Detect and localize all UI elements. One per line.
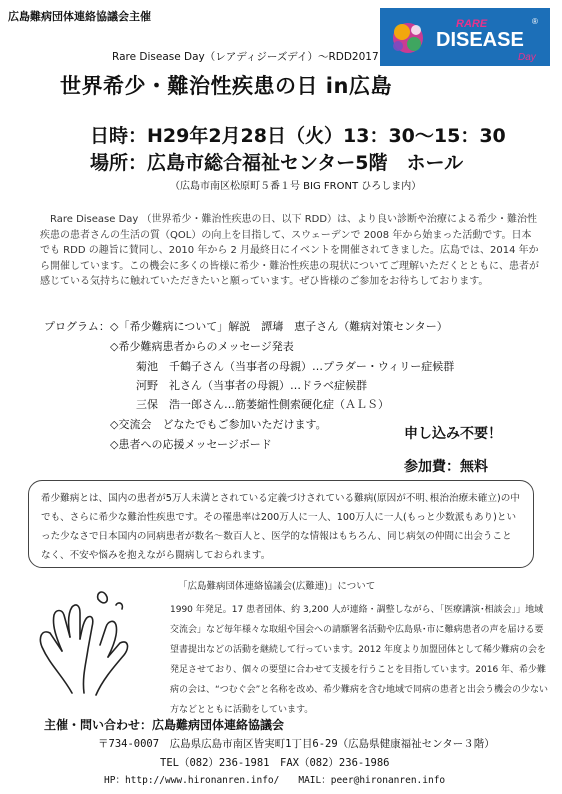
fee-notice: 参加費：無料 — [404, 459, 488, 475]
speaker-item: 菊池 千鶴子さん（当事者の母親）…プラダー・ウィリー症候群 — [136, 360, 455, 373]
event-venue: 場所：広島市総合福祉センター5階 ホール — [90, 152, 464, 174]
association-about-title: 「広島難病団体連絡協議会(広難連)」について — [178, 581, 376, 592]
event-datetime: 日時：H29年2月28日（火）13：30〜15：30 — [90, 125, 506, 147]
rare-disease-info-box: 希少難病とは、国内の患者が5万人未満とされている定義づけされている難病(原因が不明､根治治療未確立)の中でも、さらに希少な難治性疾患です。その罹患率は200万人に一人、100万人に一人(もっと少数派もあり)といった少なさで日本国内の同病患者が数名〜数百人と、医学的な情報はもちろん、同じ病気の仲間に出会うことなく、不安や悩みを抱えながら闘病しておられます。 — [28, 480, 534, 568]
svg-text:DISEASE: DISEASE — [436, 29, 524, 51]
speaker-item: 三保 浩一郎さん…筋萎縮性側索硬化症（ＡＬＳ） — [136, 398, 389, 411]
speaker-item: 河野 礼さん（当事者の母親）…ドラベ症候群 — [136, 379, 367, 392]
program-item: ◇「希少難病について」解説 譚璹 恵子さん（難病対策センター） — [110, 320, 448, 333]
hands-illustration-icon — [32, 585, 140, 707]
venue-address: （広島市南区松原町５番１号 BIG FRONT ひろしま内） — [170, 181, 422, 192]
organizer-text: 広島難病団体連絡協議会主催 — [8, 10, 151, 23]
hands-burst-icon — [393, 23, 423, 53]
svg-text:®: ® — [532, 17, 538, 26]
contact-web-mail[interactable]: HP：http://www.hironanren.info/ MAIL：peer@hironanren.info — [104, 775, 446, 786]
event-subtitle: Rare Disease Day（レアディジーズデイ）〜RDD2017 — [112, 51, 379, 63]
page-title: 世界希少・難治性疾患の日 in広島 — [60, 74, 392, 98]
svg-text:Day: Day — [518, 52, 536, 63]
contact-phone-fax: TEL（082）236-1981 FAX（082）236-1986 — [160, 757, 390, 769]
program-label: プログラム： — [44, 320, 110, 333]
svg-text:RARE: RARE — [456, 18, 488, 30]
program-item: ◇患者への応援メッセージボード — [110, 438, 272, 451]
intro-paragraph: Rare Disease Day （世界希少・難治性疾患の日、以下 RDD）は、より良い診断や治療による希少・難治性疾患の患者さんの生活の質（QOL）の向上を目指して、スウェーデンで 2008 年から始まった活動です。日本でも RDD の趣旨に賛同し、2010 年から 2 月最終日にイベントを開催されてきました。広島では、2014 年から開催しています。この機会に多くの皆様に希少・難治性疾患の現状についてご理解いただくとともに、患者が感じている気持ちに触れていただきたいと願っています。ぜひ皆様のご参加をお待ちしております。 — [40, 214, 539, 288]
no-application-notice: 申し込み不要！ — [404, 426, 502, 442]
program-item: ◇交流会 どなたでもご参加いただけます。 — [110, 418, 327, 431]
program-item: ◇希少難病患者からのメッセージ発表 — [110, 340, 294, 353]
contact-address: 〒734-0007 広島県広島市南区皆実町1丁目6-29（広島県健康福祉センター３階） — [98, 738, 495, 750]
association-about-body: 1990 年発足。17 患者団体、約 3,200 人が連絡・調整しながら、｢医療講演･相談会｣」地域交流会」など毎年様々な取組や国会への請願署名活動や広島県･市に難病患者の声を届ける要望書提出などの活動を継続して行っています。2012 年度より加盟団体として稀少難病の会を発足させており、個々の要望に合わせて支援を行うことを目指しています。2016 年、希少難病の会は、“つむぐ会”と名称を改め、希少難病を含む地域で同病の患者と出会う機会の少ない方などとともに活動をしています。 — [170, 605, 548, 715]
rare-disease-day-logo — [380, 8, 550, 66]
contact-organizer: 主催・問い合わせ：広島難病団体連絡協議会 — [44, 718, 285, 732]
